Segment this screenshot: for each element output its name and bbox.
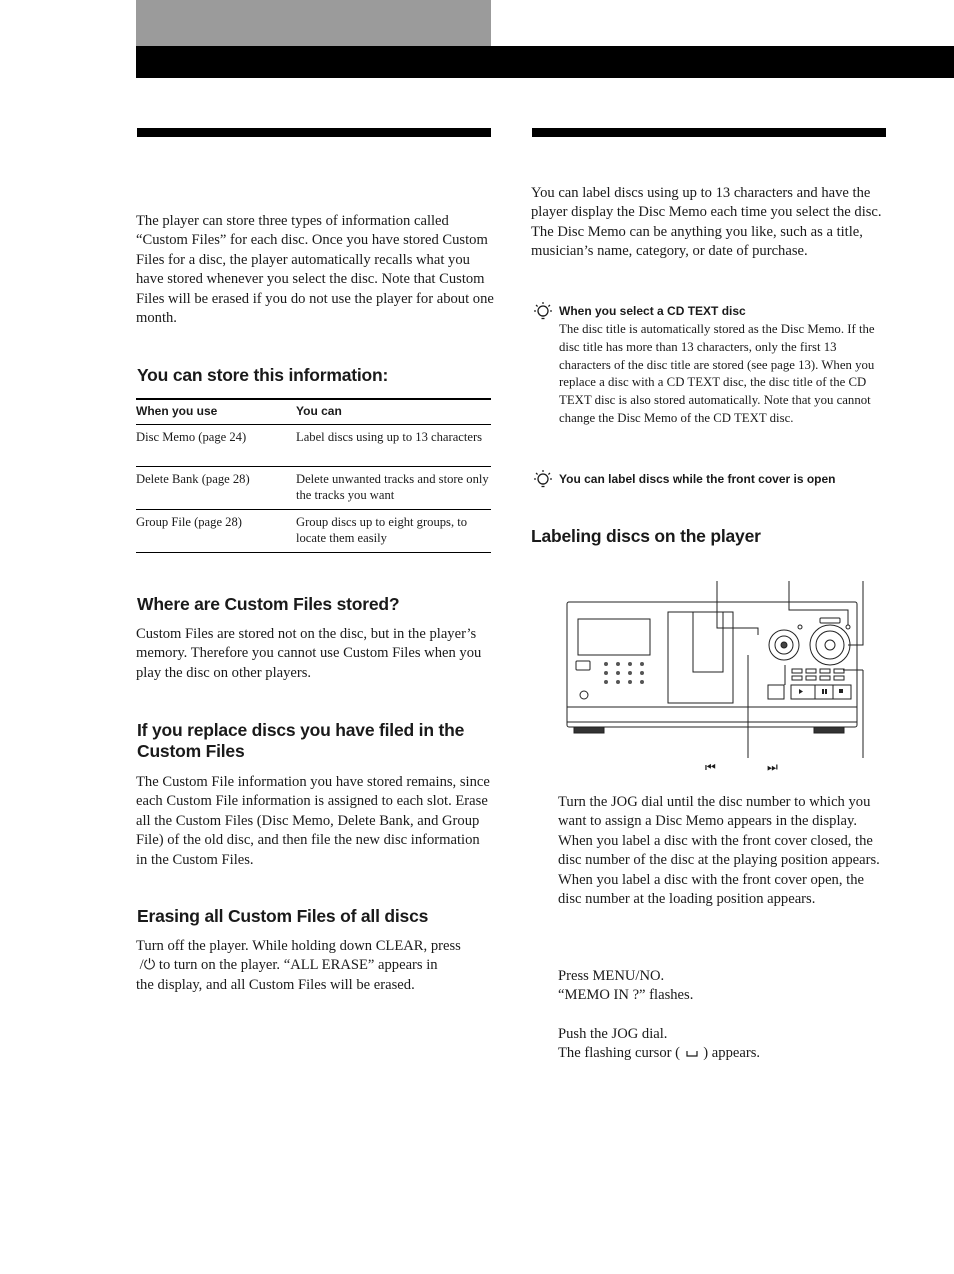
erase-line: Turn off the player. While holding down CLEAR, press (136, 938, 461, 954)
step-3-note (558, 1044, 886, 1063)
lightbulb-icon (533, 301, 553, 321)
step-2 (558, 967, 886, 1006)
tip-cd-text-title: When you select a CD TEXT disc (559, 304, 746, 318)
prev-track-label: ⏮ (705, 760, 716, 774)
table-row (136, 467, 491, 510)
cursor-icon (686, 1048, 698, 1058)
header-tab (136, 0, 491, 46)
left-column-rule (137, 128, 491, 137)
table-cell: Delete Bank (page 28) (136, 467, 296, 510)
table-cell: Label discs using up to 13 characters (296, 425, 491, 467)
erase-line: the display, and all Custom Files will be erased. (136, 976, 415, 993)
step-3-note-start: The flashing cursor ( (558, 1045, 680, 1062)
step-3-text: Push the JOG dial. (558, 1026, 668, 1042)
step-1-open-note: When you label a disc with the front cover open, the disc number at the loading position appears. (558, 871, 864, 908)
table-cell: Group File (page 28) (136, 510, 296, 553)
step-1 (558, 793, 886, 909)
custom-files-table (136, 398, 491, 553)
erase-heading: Erasing all Custom Files of all discs (137, 906, 429, 926)
erase-text (136, 937, 496, 995)
table-header-cell: You can (296, 399, 491, 425)
table-cell: Delete unwanted tracks and store only the tracks you want (296, 467, 491, 510)
disc-memo-intro: You can label discs using up to 13 characters and have the player display the Disc Memo each time you select the disc. The Disc Memo can be anything you like, such as a title, musician’s name, category, or date of purchase. (531, 185, 882, 260)
table-row (136, 510, 491, 553)
step-2-note: “MEMO IN ?” flashes. (558, 987, 694, 1004)
step-1-text: Turn the JOG dial until the disc number to which you want to assign a Disc Memo appears in the display. (558, 794, 871, 830)
lightbulb-icon (533, 469, 553, 489)
replace-discs-heading: If you replace discs you have filed in the Custom Files (137, 720, 465, 761)
step-1-closed-note: When you label a disc with the front cover closed, the disc number of the disc at the playing position appears. (558, 832, 880, 869)
header-band (136, 46, 954, 78)
where-stored-text: Custom Files are stored not on the disc, but in the player’s memory. Therefore you cannot use Custom Files when you play the disc on other players. (136, 626, 482, 681)
cd-player-illustration (560, 575, 870, 775)
table-row (136, 425, 491, 467)
tip-front-cover-title: You can label discs while the front cover is open (559, 472, 836, 486)
labeling-heading: Labeling discs on the player (531, 526, 761, 546)
right-column-rule (532, 128, 886, 137)
table-header-cell: When you use (136, 399, 296, 425)
step-3 (558, 1025, 886, 1064)
custom-files-intro: The player can store three types of information called “Custom Files” for each disc. Once you have stored Custom Files for a disc, the player automatically recalls what you have stored whenever you select the disc. Note that Custom Files will be erased if you do not use the player for about one month. (136, 213, 494, 327)
table-cell: Disc Memo (page 24) (136, 425, 296, 467)
table-header-row (136, 399, 491, 425)
table-cell: Group discs up to eight groups, to locate them easily (296, 510, 491, 553)
tip-cd-text-body: The disc title is automatically stored as the Disc Memo. If the disc title has more than 13 characters, only the first 13 characters of the disc title are stored (see page 13). When you replace a disc with a CD TEXT disc, the disc title of the CD TEXT disc is also stored automatically. Note that you cannot change the Disc Memo of the CD TEXT disc. (559, 322, 875, 425)
next-track-label: ⏭ (767, 760, 778, 774)
store-info-heading: You can store this information: (137, 365, 389, 385)
erase-line: /⏻ to turn on the player. “ALL ERASE” appears in (136, 957, 438, 974)
replace-discs-text: The Custom File information you have stored remains, since each Custom File information is assigned to each slot. Erase all the Custom Files (Disc Memo, Delete Bank, and Group File) of the old disc, and then file the new disc information in the Custom Files. (136, 774, 490, 868)
step-3-note-end: ) appears. (703, 1045, 761, 1062)
where-stored-heading: Where are Custom Files stored? (137, 594, 400, 614)
step-2-text: Press MENU/NO. (558, 968, 665, 984)
